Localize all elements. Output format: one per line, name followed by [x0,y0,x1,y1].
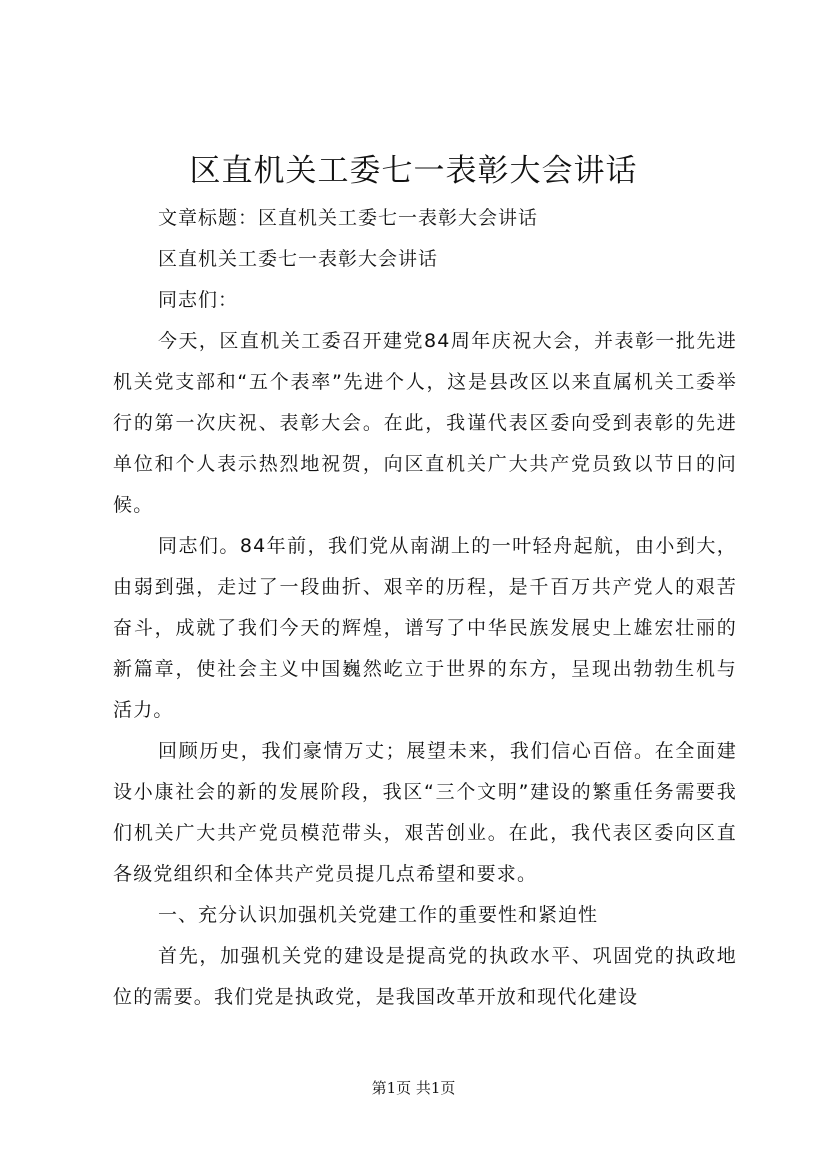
document-body [113,198,737,1018]
document-title: 区直机关工委七一表彰大会讲话 [189,153,638,189]
repeat-title: 区直机关工委七一表彰大会讲话 [158,248,439,270]
section-heading: 一、充分认识加强机关党建工作的重要性和紧迫性 [158,904,599,926]
subject-line: 文章标题：区直机关工委七一表彰大会讲话 [158,207,539,229]
paragraph-2: 同志们。84年前，我们党从南湖上的一叶轻舟起航，由小到大，由弱到强，走过了一段曲折、艰辛的历程，是千百万共产党人的艰苦奋斗，成就了我们今天的辉煌，谱写了中华民族发展史上雄宏壮丽的新篇章，使社会主义中国巍然屹立于世界的东方，呈现出勃勃生机与活力。 [113,535,737,721]
paragraph-1: 今天，区直机关工委召开建党84周年庆祝大会，并表彰一批先进机关党支部和“五个表率”先进个人，这是县改区以来直属机关工委举行的第一次庆祝、表彰大会。在此，我谨代表区委向受到表彰的先进单位和个人表示热烈地祝贺，向区直机关广大共产党员致以节日的问候。 [113,330,737,516]
paragraph-4: 首先，加强机关党的建设是提高党的执政水平、巩固党的执政地位的需要。我们党是执政党，是我国改革开放和现代化建设 [113,945,737,1008]
page-footer: 第1页 共1页 [371,1079,456,1097]
salutation: 同志们： [158,289,239,311]
paragraph-3: 回顾历史，我们豪情万丈；展望未来，我们信心百倍。在全面建设小康社会的新的发展阶段，我区“三个文明”建设的繁重任务需要我们机关广大共产党员模范带头，艰苦创业。在此，我代表区委向区直各级党组织和全体共产党员提几点希望和要求。 [113,740,737,885]
